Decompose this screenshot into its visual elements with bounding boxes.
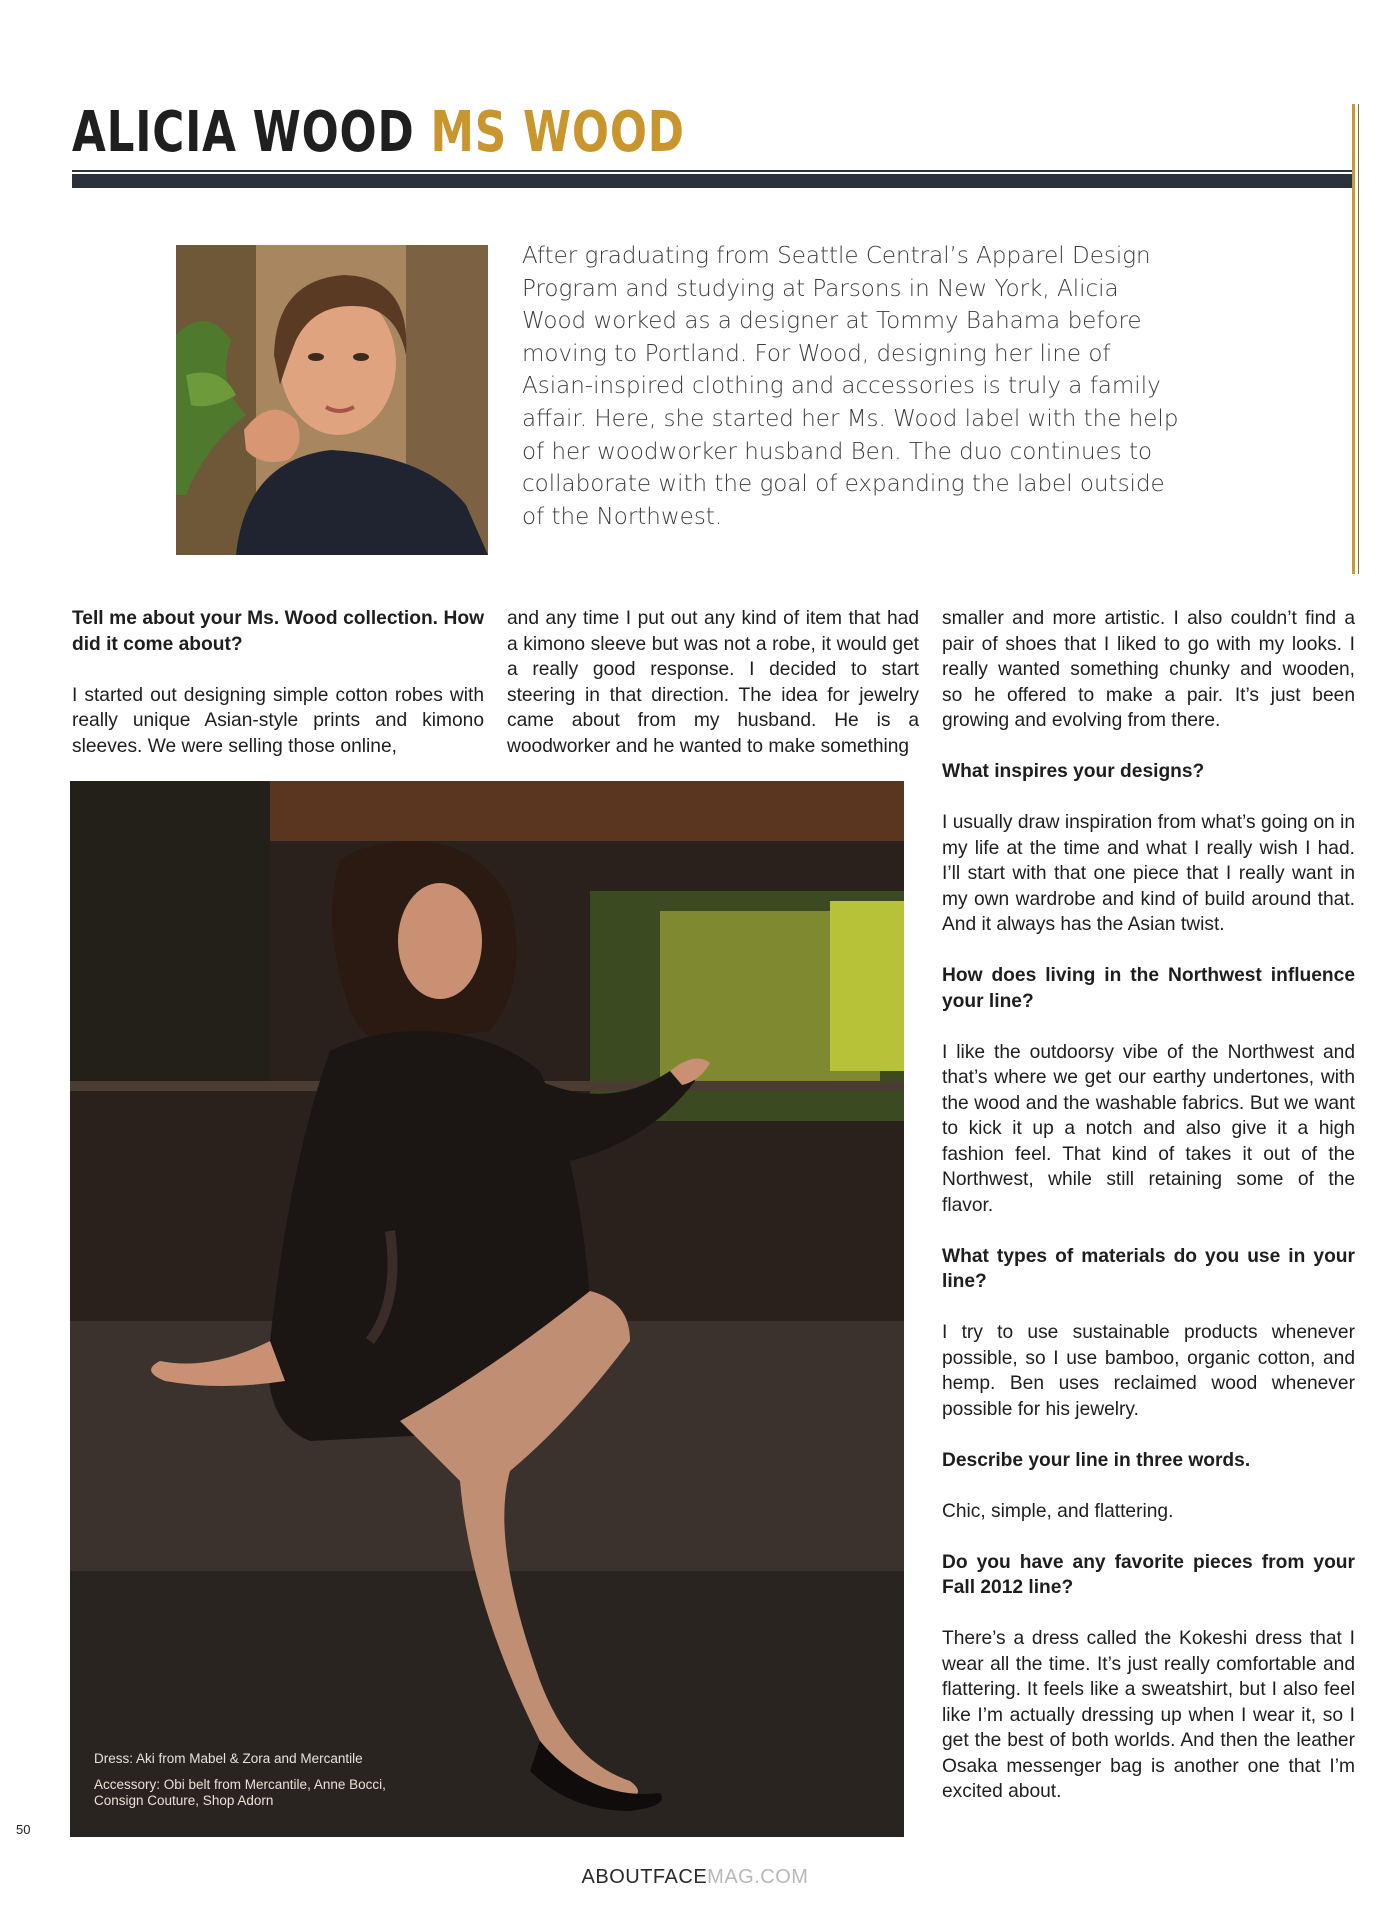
title-label: MS WOOD (430, 100, 685, 165)
photo-caption (94, 1751, 414, 1819)
article-column-1 (72, 606, 484, 785)
fashion-model-photo (70, 781, 904, 1837)
answer-1-part-1: I started out designing simple cotton robes with really unique Asian-style prints and kimono sleeves. We were selling those online, (72, 684, 484, 757)
caption-dress: Dress: Aki from Mabel & Zora and Mercantile (94, 1751, 363, 1766)
footer-brand: ABOUTFACE (581, 1866, 708, 1888)
page-title (72, 98, 685, 168)
article-column-2 (507, 606, 919, 785)
intro-paragraph: After graduating from Seattle Central’s Apparel Design Program and studying at Parsons in New York, Alicia Wood worked as a designer at Tommy Bahama before moving to Portland. For Wood, designing her line of Asian-inspired clothing and accessories is truly a family affair. Here, she started her Ms. Wood label with the help of her woodworker husband Ben. The duo continues to collaborate with the goal of expanding the label outside of the Northwest. (522, 243, 1179, 530)
question-4: What types of materials do you use in your line? (942, 1245, 1355, 1292)
caption-accessory: Accessory: Obi belt from Mercantile, Anne Bocci, Consign Couture, Shop Adorn (94, 1777, 386, 1808)
answer-2: I usually draw inspiration from what’s going on in my life at the time and what I really wish I had. I’ll start with that one piece that I really want in my own wardrobe and kind of build around that. And it always has the Asian twist. (942, 812, 1355, 935)
question-3: How does living in the Northwest influence your line? (942, 965, 1355, 1012)
header-rule-thick (72, 174, 1354, 188)
question-2: What inspires your designs? (942, 761, 1205, 782)
footer-website (0, 1866, 1390, 1889)
page-number: 50 (16, 1822, 31, 1837)
article-column-3 (942, 606, 1355, 1830)
question-5: Describe your line in three words. (942, 1449, 1251, 1471)
answer-4: I try to use sustainable products whenever possible, so I use bamboo, organic cotton, and hemp. Ben uses reclaimed wood whenever possible for his jewelry. (942, 1322, 1355, 1420)
side-accent-line (1352, 104, 1355, 574)
answer-3: I like the outdoorsy vibe of the Northwest and that’s where we get our earthy undertones, with the wood and the washable fabrics. But we want to kick it up a notch and also give it a high fashion feel. That kind of takes it out of the Northwest, while still retaining some of the flavor. (942, 1041, 1355, 1216)
side-accent-line-shadow (1358, 104, 1359, 574)
fashion-photo-illustration (70, 781, 904, 1837)
question-1: Tell me about your Ms. Wood collection. How did it come about? (72, 608, 484, 655)
answer-6: There’s a dress called the Kokeshi dress that I wear all the time. It’s just really comfortable and flattering. It feels like a sweatshirt, but I also feel like I’m actually dressing up when I wear it, so I get the best of both worlds. And then the leather Osaka messenger bag is another one that I’m excited about. (942, 1628, 1355, 1802)
answer-1-part-3: smaller and more artistic. I also couldn’t find a pair of shoes that I liked to go with my looks. I really wanted something chunky and wooden, so he offered to make a pair. It’s just been growing and evolving from there. (942, 608, 1355, 731)
header-rule-thin (72, 170, 1354, 172)
title-name: ALICIA WOOD (72, 100, 415, 165)
answer-1-part-2: and any time I put out any kind of item that had a kimono sleeve but was not a robe, it would get a really good response. I decided to start steering in that direction. The idea for jewelry came about from my husband. He is a woodworker and he wanted to make something (507, 608, 919, 757)
question-6: Do you have any favorite pieces from your Fall 2012 line? (942, 1551, 1355, 1598)
answer-5: Chic, simple, and flattering. (942, 1500, 1174, 1522)
footer-domain: MAG.COM (707, 1866, 809, 1888)
designer-portrait-photo (176, 245, 488, 555)
portrait-illustration (176, 245, 488, 555)
